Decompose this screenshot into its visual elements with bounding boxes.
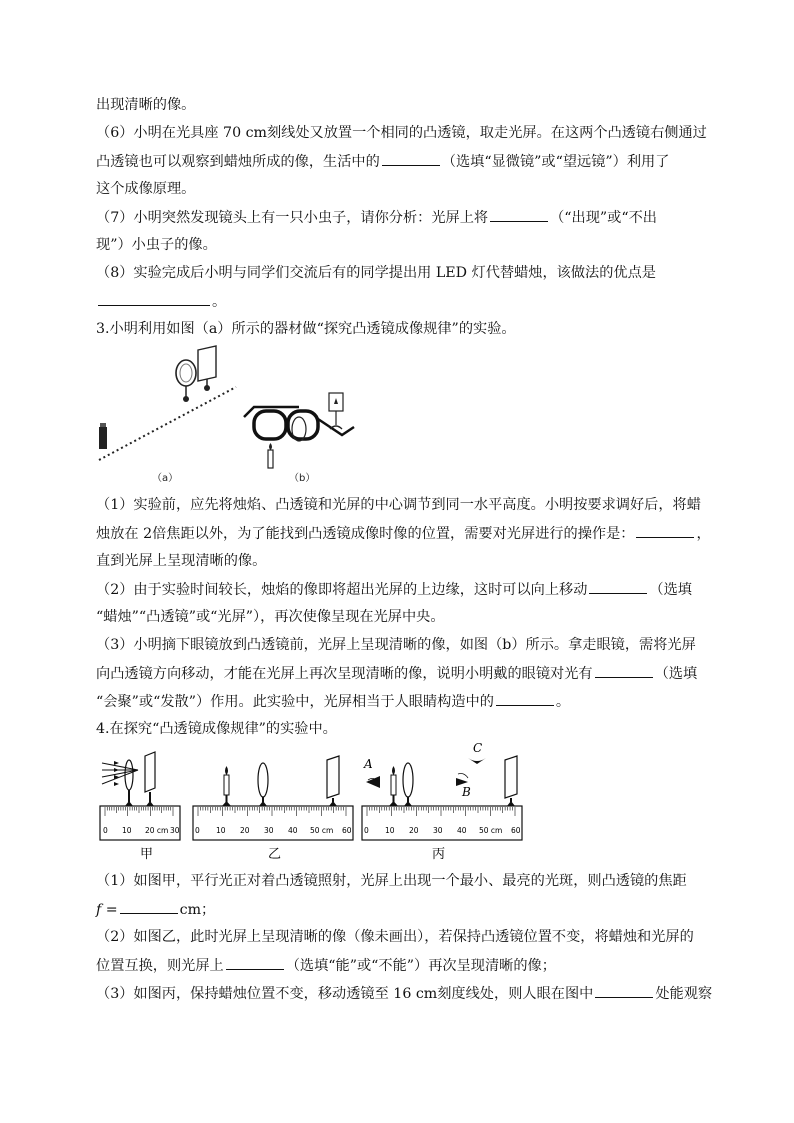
q3-item-3: （3）小明摘下眼镜放到凸透镜前，光屏上呈现清晰的像，如图（b）所示。拿走眼镜，需将光屏 — [96, 637, 696, 653]
eye-c-icon — [468, 758, 486, 764]
q3-item-2-end: “蜡烛”“凸透镜”或“光屏”），再次使像呈现在光屏中央。 — [96, 609, 445, 625]
q3-item-1-end: 直到光屏上呈现清晰的像。 — [96, 553, 267, 569]
ruler-jia-tick-label: 30 — [170, 826, 180, 835]
candle-b-icon — [268, 450, 273, 468]
ruler-yi-tick-label: 60 — [342, 826, 352, 835]
label-c: C — [473, 741, 483, 755]
q3-item-1: （1）实验前，应先将烛焰、凸透镜和光屏的中心调节到同一水平高度。小明按要求调好后，将蜡 — [96, 497, 701, 513]
q4-item-1-cont: f = cm； — [96, 899, 215, 920]
lens-yi-icon — [258, 763, 268, 797]
optical-bench-figure — [94, 345, 364, 490]
candle-yi-icon — [224, 775, 229, 795]
q2-item-6-end: 这个成像原理。 — [96, 181, 196, 197]
answer-blank[interactable] — [595, 663, 653, 678]
lens-bing-icon — [403, 763, 413, 797]
answer-blank[interactable] — [496, 691, 554, 706]
ruler-yi-tick-label: 10 — [216, 826, 226, 835]
ruler-jia-tick-label: 0 — [103, 826, 108, 835]
label-b: B — [462, 785, 471, 799]
ruler-bing-tick-label: 10 — [385, 826, 395, 835]
q2-item-7-end: 现”）小虫子的像。 — [96, 237, 217, 253]
screen-jia-icon — [145, 752, 155, 792]
answer-blank[interactable] — [589, 579, 647, 594]
answer-blank[interactable] — [120, 899, 178, 914]
figure-jia-yi-bing — [96, 740, 526, 862]
caption-yi: 乙 — [268, 847, 282, 862]
screen-yi-icon — [327, 756, 339, 798]
ruler-bing-tick-label: 50 cm — [479, 826, 503, 835]
ruler-bing-tick-label: 0 — [364, 826, 369, 835]
caption-bing: 丙 — [432, 847, 446, 862]
q3-item-3-cont: 向凸透镜方向移动，才能在光屏上再次呈现清晰的像，说明小明戴的眼镜对光有 （选填 — [96, 663, 697, 684]
ruler-bing-tick-label: 60 — [511, 826, 521, 835]
glasses-icon — [244, 407, 354, 439]
q2-line: 出现清晰的像。 — [96, 97, 196, 113]
ruler-bing-tick-label: 30 — [433, 826, 443, 835]
ruler-yi-tick-label: 40 — [288, 826, 298, 835]
answer-blank[interactable] — [636, 523, 694, 538]
answer-blank[interactable] — [382, 151, 440, 166]
ruler-bing-tick-label: 40 — [457, 826, 467, 835]
q2-item-8: （8）实验完成后小明与同学们交流后有的同学提出用 LED 灯代替蜡烛，该做法的优点是 — [96, 265, 656, 281]
q4-item-3: （3）如图丙，保持蜡烛位置不变，移动透镜至 16 cm刻度线处，则人眼在图中 处能观察 — [96, 983, 712, 1004]
caption-jia: 甲 — [140, 847, 154, 862]
candle-a-icon — [99, 427, 107, 449]
q4-item-2-cont: 位置互换，则光屏上 （选填“能”或“不能”）再次呈现清晰的像； — [96, 955, 556, 976]
q4-item-1: （1）如图甲，平行光正对着凸透镜照射，光屏上出现一个最小、最亮的光斑，则凸透镜的焦距 — [96, 873, 687, 889]
figure-b-caption: （b） — [289, 473, 316, 484]
q4-item-2: （2）如图乙，此时光屏上呈现清晰的像（像未画出），若保持凸透镜位置不变，将蜡烛和光屏的 — [96, 929, 694, 945]
ruler-yi-tick-label: 0 — [195, 826, 200, 835]
candle-bing-icon — [391, 775, 396, 795]
optical-rail — [99, 387, 236, 460]
q2-item-8-end: 。 — [96, 291, 226, 312]
ruler-yi-tick-label: 20 — [240, 826, 250, 835]
ruler-jia-tick-label: 20 cm — [145, 826, 169, 835]
lens-experiments-figure — [96, 740, 526, 862]
q3-title: 3.小明利用如图（a）所示的器材做“探究凸透镜成像规律”的实验。 — [96, 321, 516, 337]
label-a: A — [364, 757, 373, 771]
q2-item-7: （7）小明突然发现镜头上有一只小虫子，请你分析：光屏上将 （“出现”或“不出 — [96, 207, 657, 228]
q3-item-3-end: “会聚”或“发散”）作用。此实验中，光屏相当于人眼睛构造中的 。 — [96, 691, 570, 712]
answer-blank[interactable] — [595, 983, 653, 998]
ruler-jia-tick-label: 10 — [122, 826, 132, 835]
q2-item-6: （6）小明在光具座 70 cm刻线处又放置一个相同的凸透镜，取走光屏。在这两个凸透镜右侧通过 — [96, 125, 707, 141]
q3-item-2: （2）由于实验时间较长，烛焰的像即将超出光屏的上边缘，这时可以向上移动 （选填 — [96, 579, 692, 600]
screen-a-icon — [198, 346, 216, 381]
q2-item-6-cont: 凸透镜也可以观察到蜡烛所成的像，生活中的 （选填“显微镜”或“望远镜”）利用了 — [96, 151, 669, 172]
answer-blank[interactable] — [490, 207, 548, 222]
figure-a-caption: （a） — [152, 473, 179, 484]
answer-blank[interactable] — [98, 291, 210, 306]
ruler-bing-tick-label: 20 — [409, 826, 419, 835]
q3-item-1-cont: 烛放在 2倍焦距以外，为了能找到凸透镜成像时像的位置，需要对光屏进行的操作是： ， — [96, 523, 711, 544]
answer-blank[interactable] — [226, 955, 284, 970]
figure-a-b — [94, 345, 364, 490]
ruler-yi-tick-label: 30 — [264, 826, 274, 835]
ruler-yi-tick-label: 50 cm — [310, 826, 334, 835]
screen-bing-icon — [505, 756, 517, 798]
q4-title: 4.在探究“凸透镜成像规律”的实验中。 — [96, 721, 337, 737]
